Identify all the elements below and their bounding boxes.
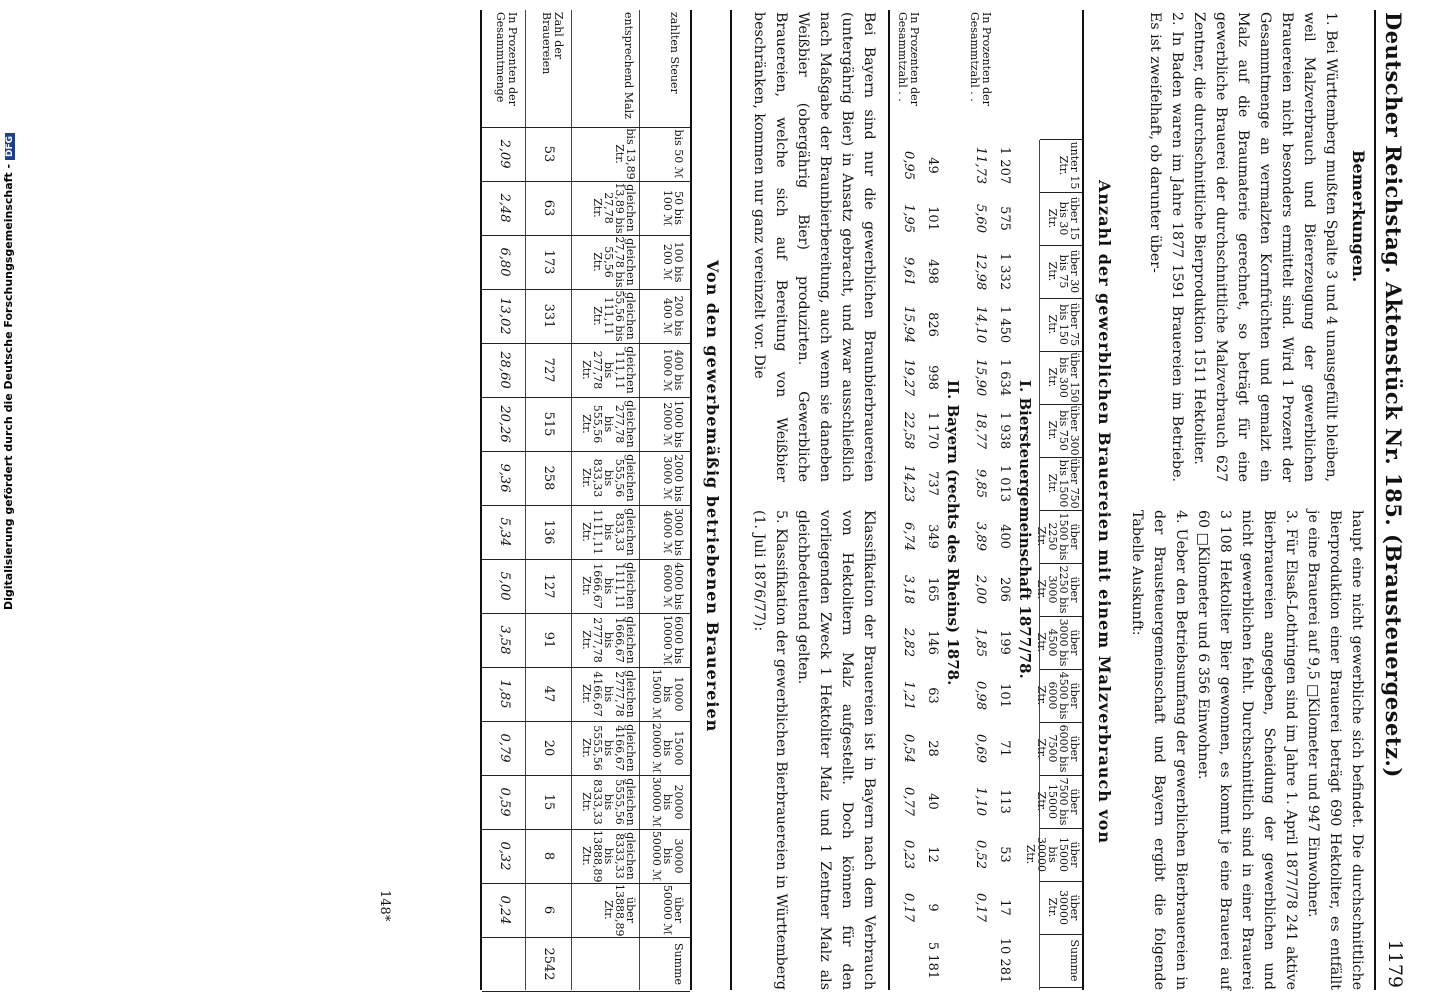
t2-malz-cell: gleichen 5555,56 bis 8333,33 Ztr. <box>580 778 637 826</box>
t1-headers-cell: über 750 bis 1500 Ztr. <box>1046 458 1081 509</box>
table1-column-rule <box>1040 616 1082 617</box>
t1-s2-counts-cell: 40 <box>925 793 940 810</box>
t1-s2-counts-cell: 826 <box>925 312 940 337</box>
t2-counts-cell: 20 <box>541 739 556 757</box>
t1-s1-pct-cell: 1,85 <box>973 628 988 657</box>
t1-s1-pct-cell: 9,85 <box>973 469 988 498</box>
t2-malz-cell: über 13888,89 Ztr. <box>602 884 637 937</box>
t1-s1-pct-cell: 5,60 <box>973 204 988 233</box>
t1-s1-counts-cell: 1 332 <box>997 252 1012 291</box>
table2-count-label: Zahl der Brauereien <box>540 12 565 75</box>
table2-column-rule <box>482 667 690 668</box>
table1-column-rule <box>1040 775 1082 776</box>
t1-s1-counts-cell: 1 634 <box>997 358 1012 397</box>
t1-headers-cell: über 2250 bis 3000 Ztr. <box>1035 565 1081 614</box>
table1-column-rule <box>1040 245 1082 246</box>
table1-caption: Anzahl der gewerblichen Brauereien mit einem Malzverbrauch von <box>1095 180 1114 845</box>
table2-column-rule <box>482 883 690 884</box>
table2-column-rule <box>482 343 690 344</box>
table1-column-rule <box>1040 563 1082 564</box>
t1-s1-counts-cell: 206 <box>997 577 1012 602</box>
t2-malz-cell: gleichen 4166,67 bis 5555,56 Ztr. <box>580 724 637 772</box>
t1-s1-pct-cell: 0,69 <box>973 734 988 763</box>
t1-s2-pct-cell: 1,95 <box>901 204 916 233</box>
t2-pct-cell: 2,48 <box>497 193 512 223</box>
table1-column-rule <box>1040 722 1082 723</box>
t2-steuer-cell: 2000 bis 3000 ℳ <box>661 454 685 502</box>
t2-steuer-cell: 4000 bis 6000 ℳ <box>661 562 685 610</box>
t1-s1-counts-cell: 1 013 <box>997 464 1012 503</box>
table2-bottom-rule <box>481 10 483 990</box>
dfg-logo-icon: DFG <box>5 133 15 160</box>
t1-s2-pct-cell: 9,61 <box>901 257 916 286</box>
t1-headers-cell: über 30000 Ztr. <box>1046 890 1081 925</box>
table1-column-rule <box>1040 139 1082 140</box>
table2-column-rule <box>482 937 690 938</box>
remarks-title: Bemerkungen. <box>1349 150 1368 283</box>
t1-headers-cell: über 150 bis 300 Ztr. <box>1046 352 1081 403</box>
t2-counts-cell: 258 <box>541 465 556 491</box>
remarks-right-column <box>1126 510 1368 990</box>
t1-s2-counts-cell: 349 <box>925 524 940 549</box>
table2-column-rule <box>482 991 690 992</box>
t1-s2-counts-cell: 101 <box>925 206 940 231</box>
table1-section1-pct-label: In Prozenten der Gesammtzahl . . <box>968 12 993 106</box>
t2-counts-cell: 47 <box>541 685 556 703</box>
t1-s1-pct-cell: 2,00 <box>973 575 988 604</box>
t2-counts-cell: 727 <box>541 357 556 383</box>
t1-s2-counts-cell: 28 <box>925 740 940 757</box>
table2-pct-label: In Prozenten der Gesammtmenge <box>494 12 519 106</box>
table2-column-rule <box>482 829 690 830</box>
t1-headers-cell: über 6000 bis 7500 Ztr. <box>1035 724 1081 773</box>
t1-s2-counts-cell: 12 <box>925 846 940 863</box>
t1-headers-cell: über 7500 bis 15000 Ztr. <box>1035 777 1081 826</box>
bavaria-left-column <box>748 12 880 482</box>
table1-column-rule <box>1040 987 1082 988</box>
t1-s2-counts-cell: 5 181 <box>925 941 940 980</box>
t2-pct-cell: 9,36 <box>497 463 512 493</box>
t1-s1-counts-cell: 1 207 <box>997 146 1012 185</box>
t1-s1-pct-cell: 0,17 <box>973 893 988 922</box>
t2-pct-cell: 3,58 <box>497 625 512 655</box>
t1-s2-pct-cell: 0,23 <box>901 840 916 869</box>
digitization-text: Digitalisierung gefördert durch die Deutsche Forschungsgemeinschaft - <box>2 163 15 610</box>
table1-column-rule <box>1040 351 1082 352</box>
t1-s1-counts-cell: 400 <box>997 524 1012 549</box>
t2-steuer-cell: 1000 bis 2000 ℳ <box>661 400 685 448</box>
t2-malz-cell: gleichen 555,56 bis 833,33 Ztr. <box>580 454 637 502</box>
t2-malz-cell: gleichen 277,78 bis 555,56 Ztr. <box>580 400 637 448</box>
t1-s2-pct-cell: 6,74 <box>901 522 916 551</box>
t1-headers-cell: über 75 bis 150 Ztr. <box>1046 302 1081 347</box>
t1-headers-cell: über 4500 bis 6000 Ztr. <box>1035 671 1081 720</box>
table2-column-rule <box>482 451 690 452</box>
t1-headers-cell: über 1500 bis 2250 Ztr. <box>1035 512 1081 561</box>
t1-s2-pct-cell: 3,18 <box>901 575 916 604</box>
t2-malz-cell: gleichen 1111,11 bis 1666,67 Ztr. <box>580 562 637 610</box>
remark-item: 3. Für Elsaß-Lothringen sind im Jahre 1. April 1877/78 241 aktive Bierbrauereien angegeben, Scheidung der gewerblichen und nicht gewerblichen fehlt. Durchschnittlich sind in einer Brauerei 3 108 Hektoliter Bier gewonnen, es kommt je eine Brauerei auf 60 □Kilometer und 6 356 Einwohner. <box>1195 510 1299 990</box>
t2-pct-cell: 28,60 <box>497 351 512 389</box>
t2-counts-cell: 136 <box>541 519 556 545</box>
digitization-note <box>2 133 15 610</box>
t2-steuer-cell: bis 50 ℳ <box>672 129 685 179</box>
t2-counts-cell: 515 <box>541 411 556 437</box>
t1-s1-counts-cell: 1 938 <box>997 411 1012 450</box>
t2-counts-cell: 2542 <box>541 947 556 981</box>
t2-counts-cell: 127 <box>541 573 556 599</box>
t2-pct-cell: 1,85 <box>497 679 512 709</box>
t2-malz-cell <box>576 938 636 990</box>
table1-column-rule <box>1040 669 1082 670</box>
bavaria-paragraph: 5. Klassifikation der gewerblichen Bierbrauereien in Württemberg (1. Juli 1876/77): <box>751 510 789 990</box>
t1-s1-pct-cell: 18,77 <box>973 411 988 450</box>
t1-s1-counts-cell: 113 <box>997 789 1012 814</box>
t2-pct-cell: 0,79 <box>497 733 512 763</box>
t1-s2-counts-cell: 63 <box>925 687 940 704</box>
t2-steuer-cell: Summe <box>672 943 685 985</box>
t1-headers-cell: über 3000 bis 4500 Ztr. <box>1035 618 1081 667</box>
t2-pct-cell: 6,80 <box>497 247 512 277</box>
t2-counts-cell: 8 <box>541 851 556 861</box>
t1-s2-counts-cell: 498 <box>925 259 940 284</box>
table2-column-rule <box>482 397 690 398</box>
table1-header-rule <box>1039 140 1040 990</box>
t1-headers-cell: Summe <box>1068 939 1081 982</box>
table2-top-rule <box>731 10 733 990</box>
t1-s1-pct-cell: 3,89 <box>973 522 988 551</box>
table1-section2-pct-label: In Prozenten der Gesammtzahl . . <box>896 12 921 106</box>
t1-s2-counts-cell: 1 170 <box>925 411 940 450</box>
t1-s1-counts-cell: 17 <box>997 899 1012 916</box>
t1-s1-pct-cell: 1,10 <box>973 787 988 816</box>
table1-column-rule <box>1040 510 1082 511</box>
t2-pct-cell: 0,59 <box>497 787 512 817</box>
t1-s2-pct-cell: 15,94 <box>901 305 916 344</box>
t2-pct-cell: 2,09 <box>497 139 512 169</box>
table1-column-rule <box>1040 881 1082 882</box>
t1-headers-cell: über 15000 bis 30000 Ztr. <box>1024 837 1081 872</box>
t2-steuer-cell: 3000 bis 4000 ℳ <box>661 508 685 556</box>
t2-counts-cell: 53 <box>541 145 556 163</box>
t1-s2-counts-cell: 737 <box>925 471 940 496</box>
t2-steuer-cell: 20000 bis 30000 ℳ <box>650 776 685 828</box>
page-marker: 148* <box>377 890 392 922</box>
t2-steuer-cell: 30000 bis 50000 ℳ <box>650 830 685 882</box>
t1-s2-counts-cell: 49 <box>925 157 940 174</box>
table2-column-rule <box>482 127 690 128</box>
t2-steuer-cell: 50 bis 100 ℳ <box>661 189 685 227</box>
t2-malz-cell: bis 13,89 Ztr. <box>613 128 637 180</box>
t2-malz-cell: gleichen 111,11 bis 277,78 Ztr. <box>580 346 637 394</box>
t2-counts-cell: 331 <box>541 303 556 329</box>
table2-column-rule <box>482 235 690 236</box>
t1-s1-counts-cell: 71 <box>997 740 1012 757</box>
remarks-left-column <box>1144 12 1342 482</box>
table1-column-rule <box>1040 934 1082 935</box>
table2-rule-2 <box>571 10 572 990</box>
table1-column-rule <box>1040 298 1082 299</box>
t1-headers-cell: unter 15 Ztr. <box>1057 141 1081 190</box>
t2-pct-cell: 0,32 <box>497 841 512 871</box>
t1-s1-pct-cell: 12,98 <box>973 252 988 291</box>
remark-item: 1. Bei Württemberg mußten Spalte 3 und 4 unausgefüllt bleiben, weil Malzverbrauch und Biererzeugung der gewerblichen Brauereien nicht besonders ermittelt sind. Wird 1 Prozent der Gesammtmenge an vermalzten Kornfrüchten und gemalzt ein Malz auf die Braumaterie gerechnet, so beträgt für eine gewerbliche Brauerei der durchschnittliche Malzverbrauch 627 Zentner, die durchschnittliche Bierproduktion 1511 Hektoliter. <box>1191 12 1339 482</box>
t2-steuer-cell: 15000 bis 20000 ℳ <box>650 722 685 774</box>
table1-column-rule <box>1040 404 1082 405</box>
t2-pct-cell: 0,24 <box>497 895 512 925</box>
t1-s1-counts-cell: 199 <box>997 630 1012 655</box>
t1-s2-pct-cell: 2,82 <box>901 628 916 657</box>
t2-malz-cell: gleichen 55,56 bis 111,11 Ztr. <box>591 290 637 342</box>
t2-pct-cell: 20,26 <box>497 405 512 443</box>
t1-s2-counts-cell: 146 <box>925 630 940 655</box>
remark-item: 4. Ueber den Betriebsumfang der gewerblichen Bierbrauereien in der Brausteuergemeinschaft und Bayern ergibt die folgende Tabelle Auskunft: <box>1129 510 1189 990</box>
page-number: 1179 <box>1384 939 1406 988</box>
t2-steuer-cell: 10000 bis 15000 ℳ <box>650 668 685 720</box>
table2-steuer-label: zahlten Steuer <box>668 12 681 94</box>
table2-caption-rule <box>691 10 693 990</box>
t2-steuer-cell: 400 bis 1000 ℳ <box>661 348 685 392</box>
header-rule <box>1375 10 1377 990</box>
t1-s2-counts-cell: 165 <box>925 577 940 602</box>
t1-s2-pct-cell: 1,21 <box>901 681 916 710</box>
table1-column-rule <box>1040 828 1082 829</box>
remark-item: haupt eine nicht gewerbliche sich befindet. Die durchschnittliche Bierproduktion einer Brauerei beträgt 690 Hektoliter, es entfällt je eine Brauerei auf 9,5 □Kilometer und 947 Einwohner. <box>1305 510 1365 990</box>
t1-s2-pct-cell: 0,77 <box>901 787 916 816</box>
bavaria-paragraph: Bei Bayern sind nur die gewerblichen Braunbierbrauereien (untergährig Bier) in Ansatz gebracht, und zwar ausschließlich nach Maßgabe der Braunbierbereitung, auch wenn sie daneben Weißbier (obergährig Bier) produzirten. Gewerbliche Brauereien, welche sich auf Bereitung von Weißbier beschränken, kommen nur ganz vereinzelt vor. Die <box>751 12 877 482</box>
t1-s1-counts-cell: 101 <box>997 683 1012 708</box>
t1-s2-pct-cell: 0,17 <box>901 893 916 922</box>
table2-column-rule <box>482 721 690 722</box>
t2-malz-cell: gleichen 2777,78 bis 4166,67 Ztr. <box>580 670 637 718</box>
bavaria-paragraph: Klassifikation der Brauereien ist in Bayern nach dem Verbrauch von Hektolitern Malz aufgestellt. Doch können für den vorliegenden Zweck 1 Hektoliter Malz und 1 Zentner Malz als gleichbedeutend gelten. <box>795 510 877 990</box>
t1-headers-cell: über 30 bis 75 Ztr. <box>1046 249 1081 294</box>
t1-s1-counts-cell: 53 <box>997 846 1012 863</box>
t1-headers-cell: über 15 bis 30 Ztr. <box>1046 196 1081 241</box>
running-head-title: Deutscher Reichstag. Aktenstück Nr. 185. (Brausteuergesetz.) <box>1381 12 1406 778</box>
t1-s2-counts-cell: 998 <box>925 365 940 390</box>
t1-s1-counts-cell: 1 450 <box>997 305 1012 344</box>
t1-s2-pct-cell: 22,58 <box>901 411 916 450</box>
t2-steuer-cell: 6000 bis 10000 ℳ <box>661 614 685 666</box>
table2-column-rule <box>482 181 690 182</box>
t1-s1-pct-cell: 11,73 <box>973 146 988 185</box>
table2-column-rule <box>482 289 690 290</box>
t1-s2-pct-cell: 0,95 <box>901 151 916 180</box>
t2-counts-cell: 63 <box>541 199 556 217</box>
table2-caption: Von den gewerbemäßig betriebenen Brauereien <box>703 260 722 733</box>
table2-rule-3 <box>525 10 526 990</box>
table2-malz-label: entsprechend Malz <box>622 12 635 119</box>
table1-section1-title: I. Biersteuergemeinschaft 1877/78. <box>1016 380 1034 679</box>
t2-malz-cell: gleichen 13,89 bis 27,78 Ztr. <box>591 182 637 234</box>
table2-column-rule <box>482 775 690 776</box>
t1-s2-pct-cell: 0,54 <box>901 734 916 763</box>
t1-s1-pct-cell: 14,10 <box>973 305 988 344</box>
t2-counts-cell: 173 <box>541 249 556 275</box>
t2-pct-cell: 13,02 <box>497 297 512 335</box>
t1-s1-counts-cell: 10 281 <box>997 937 1012 984</box>
t1-s2-counts-cell: 9 <box>925 903 940 912</box>
t2-steuer-cell: 100 bis 200 ℳ <box>661 241 685 283</box>
table1-column-rule <box>1040 192 1082 193</box>
table2-column-rule <box>482 613 690 614</box>
t1-s1-pct-cell: 0,98 <box>973 681 988 710</box>
t2-pct-cell: 5,00 <box>497 571 512 601</box>
table1-column-rule <box>1040 457 1082 458</box>
table2-rule-1 <box>639 10 640 990</box>
t2-steuer-cell: 200 bis 400 ℳ <box>661 295 685 337</box>
t1-s2-pct-cell: 19,27 <box>901 358 916 397</box>
t1-headers-cell: über 300 bis 750 Ztr. <box>1046 405 1081 456</box>
remark-item: 2. In Baden waren im Jahre 1877 1591 Brauereien im Betriebe. Es ist zweifelhaft, ob darunter über- <box>1147 12 1185 482</box>
table2-column-rule <box>482 505 690 506</box>
t2-counts-cell: 91 <box>541 631 556 649</box>
t2-malz-cell: gleichen 27,78 bis 55,56 Ztr. <box>591 236 637 288</box>
t2-counts-cell: 6 <box>541 905 556 915</box>
t2-pct-cell: 5,34 <box>497 517 512 547</box>
t2-malz-cell: gleichen 1666,67 bis 2777,78 Ztr. <box>580 616 637 664</box>
t1-s1-pct-cell: 0,52 <box>973 840 988 869</box>
t2-counts-cell: 15 <box>541 793 556 811</box>
table1-bottom-rule <box>889 10 891 990</box>
table1-top-rule <box>1083 10 1085 990</box>
table1-section2-title: II. Bayern (rechts des Rheins) 1878. <box>944 380 962 686</box>
t1-s1-pct-cell: 15,90 <box>973 358 988 397</box>
t2-malz-cell: gleichen 833,33 bis 1111,11 Ztr. <box>580 508 637 556</box>
table2-column-rule <box>482 559 690 560</box>
t2-steuer-cell: über 50000 ℳ <box>661 884 685 936</box>
bavaria-right-column <box>748 510 880 990</box>
t1-s1-counts-cell: 575 <box>997 206 1012 231</box>
t1-s2-pct-cell: 14,23 <box>901 464 916 503</box>
t2-malz-cell: gleichen 8333,33 bis 13888,89 Ztr. <box>580 830 637 883</box>
